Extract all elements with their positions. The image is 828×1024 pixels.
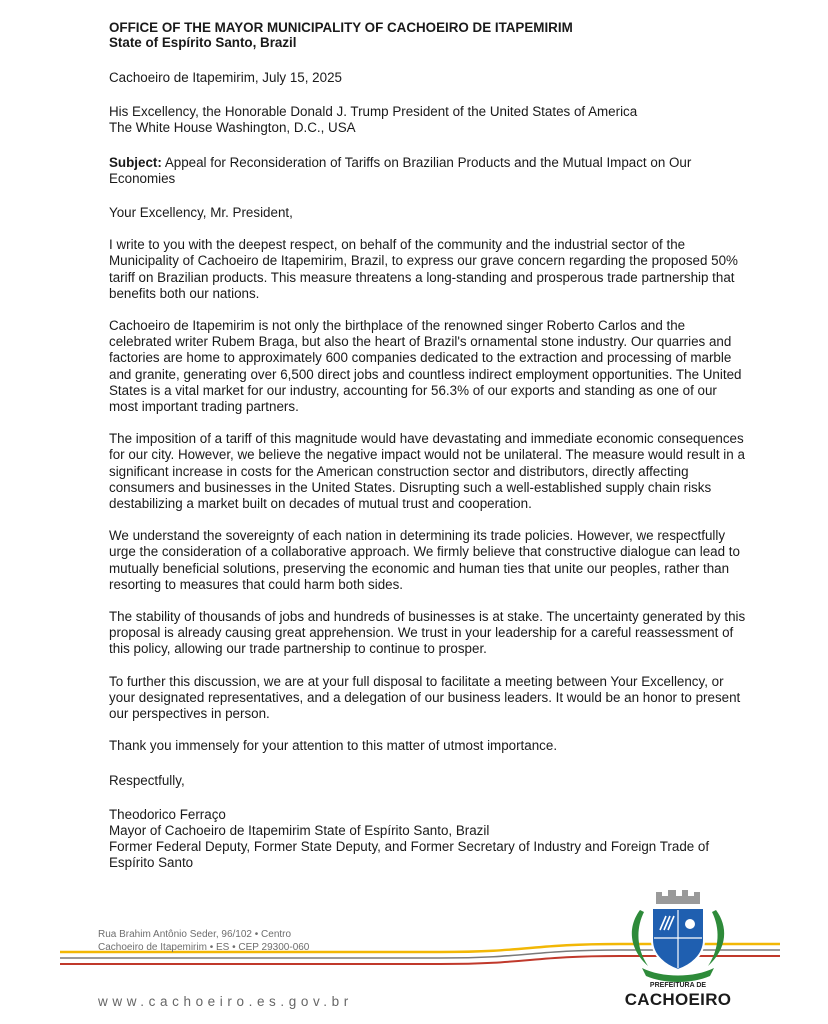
paragraph: We understand the sovereignty of each nation in determining its trade policies. However, we respectfully urge the consideration of a collaborative approach. We firmly believe that constructive dialogue can lead to mutually beneficial solutions, preserving the economic and human ties that unite our peoples, rather than resorting to measures that could harm both sides. [109,528,740,592]
signer-name: Theodorico Ferraço [109,806,226,822]
addressee-line: The White House Washington, D.C., USA [109,120,356,136]
subject-label: Subject: [109,154,162,170]
logo-label-cachoeiro: CACHOEIRO [624,990,732,1009]
salutation: Your Excellency, Mr. President, [109,205,293,221]
laurel-right-icon [708,910,724,966]
footer-website-link[interactable]: www.cachoeiro.es.gov.br [98,994,353,1009]
municipality-logo [618,886,738,1016]
paragraph: Cachoeiro de Itapemirim is not only the birthplace of the renowned singer Roberto Carlos and the celebrated writer Rubem Braga, but also the heart of Brazil's ornamental stone industry. Our quarries and factories are home to approximately 600 companies dedicated to the extraction and processing of marble and granite, generating over 6,500 direct jobs and countless indirect employment opportunities. The United States is a vital market for our industry, accounting for 56.3% of our exports and standing as one of our most important trading partners. [109,318,742,415]
paragraph: Thank you immensely for your attention to this matter of utmost importance. [109,738,558,754]
letterhead-title: OFFICE OF THE MAYOR MUNICIPALITY OF CACHOEIRO DE ITAPEMIRIM [109,20,573,35]
logo-label-prefeitura: PREFEITURA DE [649,982,707,989]
paragraph: The stability of thousands of jobs and hundreds of businesses is at stake. The uncertainty generated by this proposal is already causing great apprehension. We trust in your leadership for a careful reassessment of this policy, allowing our trade partnership to continue to prosper. [109,609,746,657]
subject-line [109,155,749,187]
paragraph: To further this discussion, we are at your full disposal to facilitate a meeting between Your Excellency, or your designated representatives, and a delegation of our business leaders. It would be an honor to present our perspectives in person. [109,673,741,722]
letterhead-subtitle: State of Espírito Santo, Brazil [109,35,297,50]
paragraph: The imposition of a tariff of this magnitude would have devastating and immediate economic consequences for our city. However, we believe the negative impact would not be unilateral. The measure would result in a significant increase in costs for the American construction sector and distributors, directly affecting consumers and businesses in the United States. Disrupting such a well-established supply chain risks destabilizing a market built on decades of mutual trust and cooperation. [109,431,745,512]
signature-block [109,807,749,872]
footer-address-line: Rua Brahim Antônio Seder, 96/102 • Centro [98,929,292,940]
crown-icon [656,890,700,904]
footer-address-line: Cachoeiro de Itapemirim • ES • CEP 29300-060 [98,942,310,953]
letter-date: Cachoeiro de Itapemirim, July 15, 2025 [109,70,342,85]
letter-body [109,20,749,872]
laurel-left-icon [632,910,648,966]
closing: Respectfully, [109,772,185,788]
addressee-line: His Excellency, the Honorable Donald J. Trump President of the United States of America [109,104,638,120]
paragraph: I write to you with the deepest respect, on behalf of the community and the industrial sector of the Municipality of Cachoeiro de Itapemirim, Brazil, to express our grave concern regarding the proposed 50% tariff on Brazilian products. This measure threatens a long-standing and prosperous trade partnership that benefits both our nations. [109,237,738,301]
footer-address [98,928,309,954]
signer-title: Mayor of Cachoeiro de Itapemirim State of Espírito Santo, Brazil [109,822,490,838]
coat-of-arms-icon [618,886,738,982]
addressee-block [109,104,749,136]
subject-text: Appeal for Reconsideration of Tariffs on Brazilian Products and the Mutual Impact on Our Economies [109,154,692,186]
signer-former-roles: Former Federal Deputy, Former State Deputy, and Former Secretary of Industry and Foreign Trade of Espírito Santo [109,839,710,871]
